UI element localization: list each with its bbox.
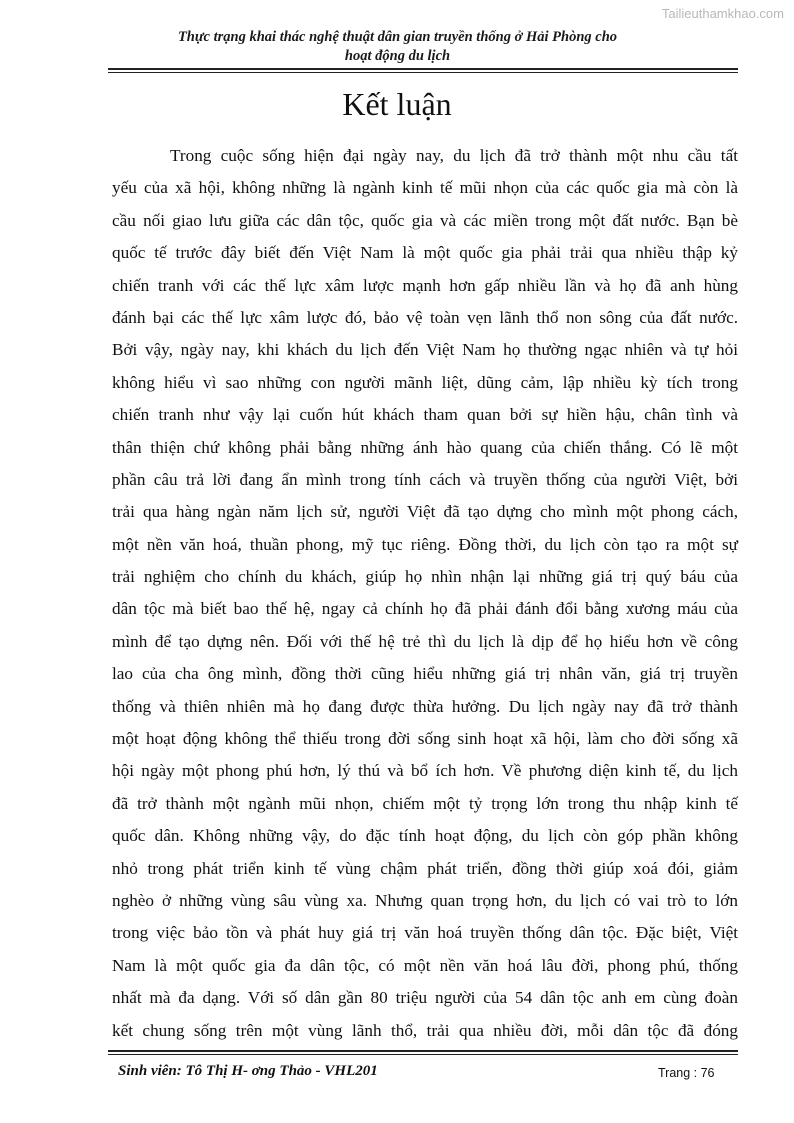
body-line: đánh bại các thế lực xâm lược đó, bảo vệ toàn vẹn lãnh thổ non sông của đất nước. (112, 307, 738, 327)
body-line: Bởi vậy, ngày nay, khi khách du lịch đến Việt Nam họ thường ngạc nhiên và tự hỏi (112, 340, 738, 360)
body-line: thống và thiên nhiên mà họ đang được thừa hưởng. Du lịch ngày nay đã trở thành (112, 696, 738, 716)
footer-rule-thin (108, 1054, 738, 1055)
body-line: hội ngày một phong phú hơn, lý thú và bổ ích hơn. Về phương diện kinh tế, du lịch (112, 761, 738, 781)
body-line: thân thiện chứ không phải bằng những ánh hào quang của chiến thắng. Có lẽ một (112, 437, 738, 457)
watermark-text: Tailieuthamkhao.com (661, 6, 784, 21)
body-line: một hoạt động không thể thiếu trong đời sống sinh hoạt xã hội, làm cho đời sống xã (112, 729, 738, 749)
body-line: yếu của xã hội, không những là ngành kinh tế mũi nhọn của các quốc gia mà còn là (112, 178, 738, 198)
footer-student-name: Sinh viên: Tô Thị H- ơng Thảo - VHL201 (118, 1063, 378, 1079)
header-line-1: Thực trạng khai thác nghệ thuật dân gian truyền thống ở Hải Phòng cho (177, 29, 618, 45)
body-line: Trong cuộc sống hiện đại ngày nay, du lịch đã trở thành một nhu cầu tất (170, 146, 738, 165)
body-line: Nam là một quốc gia đa dân tộc, có một nền văn hoá lâu đời, phong phú, thống (112, 955, 738, 975)
body-line: đã trở thành một ngành mũi nhọn, chiếm một tỷ trọng lớn trong thu nhập kinh tế (112, 793, 738, 813)
body-line: một nền văn hoá, thuần phong, mỹ tục riêng. Đồng thời, du lịch còn tạo ra một sự (112, 534, 738, 554)
body-line: nhất mà đa dạng. Với số dân gần 80 triệu người của 54 dân tộc anh em cùng đoàn (112, 988, 738, 1008)
body-text (112, 140, 738, 1047)
body-line: cầu nối giao lưu giữa các dân tộc, quốc gia và các miền trong một đất nước. Bạn bè (112, 210, 738, 230)
body-line: quốc tế trước đây biết đến Việt Nam là một quốc gia phải trải qua nhiều thập kỷ (112, 243, 738, 263)
body-line: trong việc bảo tồn và phát huy giá trị văn hoá truyền thống dân tộc. Đặc biệt, Việt (112, 923, 738, 943)
body-line: trải qua hàng ngàn năm lịch sử, người Việt đã tạo dựng cho mình một phong cách, (112, 502, 738, 522)
footer-rule (108, 1050, 738, 1052)
body-line: mình để tạo dựng nên. Đối với thế hệ trẻ thì du lịch là dịp để họ hiểu hơn về công (112, 631, 738, 651)
body-line: lao của cha ông mình, đồng thời cũng hiểu những giá trị nhân văn, giá trị truyền (112, 664, 738, 684)
footer-page-number: Trang : 76 (658, 1066, 715, 1080)
body-line: trải nghiệm cho chính du khách, giúp họ nhìn nhận lại những giá trị quý báu của (112, 567, 738, 587)
body-line: phần câu trả lời đang ẩn mình trong tính cách và truyền thống của người Việt, bởi (112, 469, 738, 489)
body-line: quốc dân. Không những vậy, do đặc tính hoạt động, du lịch còn góp phần không (112, 826, 738, 846)
header-line-2: hoạt động du lịch (344, 48, 451, 64)
body-line: không hiểu vì sao những con người mãnh liệt, dũng cảm, lập nhiều kỳ tích trong (112, 372, 738, 392)
page-title: Kết luận (342, 86, 452, 122)
header-rule-thin (108, 72, 738, 73)
body-line: nhỏ trong phát triển kinh tế vùng chậm phát triển, đồng thời giúp xoá đói, giảm (112, 858, 738, 878)
page-header (100, 28, 695, 66)
body-line: nghèo ở những vùng sâu vùng xa. Nhưng quan trọng hơn, du lịch có vai trò to lớn (112, 890, 738, 910)
body-line: chiến tranh với các thế lực xâm lược mạnh hơn gấp nhiều lần và họ đã anh hùng (112, 275, 738, 295)
body-line: dân tộc mà biết bao thế hệ, ngay cả chính họ đã phải đánh đổi bằng xương máu của (112, 599, 738, 619)
body-line: kết chung sống trên một vùng lãnh thổ, trải qua nhiều đời, mỗi dân tộc đã đóng (112, 1020, 738, 1040)
body-line: chiến tranh như vậy lại cuốn hút khách tham quan bởi sự hiền hậu, chân tình và (112, 405, 738, 425)
header-rule (108, 68, 738, 70)
